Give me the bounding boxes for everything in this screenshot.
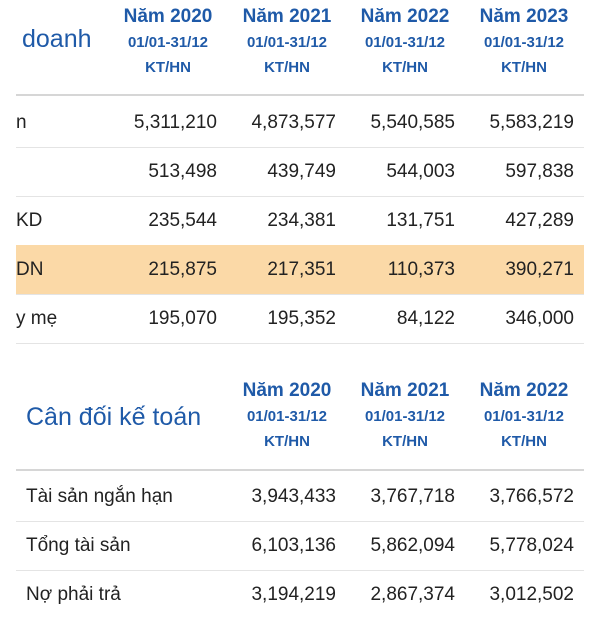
cell-value: 390,271 <box>505 259 574 280</box>
col-period: 01/01-31/12 <box>364 408 446 425</box>
col-period: 01/01-31/12 <box>483 408 565 425</box>
table-row <box>16 472 584 522</box>
col-period: 01/01-31/12 <box>483 34 565 51</box>
cell-value: 131,751 <box>386 210 455 231</box>
col-type: KT/HN <box>501 433 547 450</box>
balance-section-title: Cân đối kế toán <box>26 403 202 431</box>
cell-value: 2,867,374 <box>370 584 455 605</box>
table-row <box>16 147 584 197</box>
col-type: KT/HN <box>145 59 191 76</box>
col-year: Năm 2021 <box>242 6 332 27</box>
col-type: KT/HN <box>264 59 310 76</box>
cell-value: 217,351 <box>267 259 336 280</box>
income-statement-panel <box>16 0 584 344</box>
cell-value: 597,838 <box>505 161 574 182</box>
col-period: 01/01-31/12 <box>246 408 328 425</box>
row-label: DN <box>16 259 44 280</box>
cell-value: 84,122 <box>396 308 455 329</box>
col-year: Năm 2023 <box>479 6 569 27</box>
cell-value: 5,583,219 <box>489 112 574 133</box>
cell-value: 3,943,433 <box>251 486 336 507</box>
cell-value: 5,311,210 <box>133 112 217 133</box>
income-col-header-2020 <box>113 6 223 78</box>
cell-value: 439,749 <box>267 161 336 182</box>
cell-value: 4,873,577 <box>251 112 336 133</box>
cell-value: 6,103,136 <box>251 535 336 556</box>
cell-value: 3,767,718 <box>370 486 455 507</box>
table-row-highlighted <box>16 245 584 295</box>
cell-value: 195,070 <box>148 308 217 329</box>
col-type: KT/HN <box>501 59 547 76</box>
cell-value: 346,000 <box>505 308 574 329</box>
cell-value: 544,003 <box>386 161 455 182</box>
col-type: KT/HN <box>382 433 428 450</box>
cell-value: 3,766,572 <box>489 486 574 507</box>
cell-value: 195,352 <box>267 308 336 329</box>
cell-value: 110,373 <box>387 259 455 280</box>
table-row <box>16 196 584 246</box>
cell-value: 215,875 <box>148 259 217 280</box>
cell-value: 5,778,024 <box>489 535 574 556</box>
cell-value: 513,498 <box>148 161 217 182</box>
col-type: KT/HN <box>382 59 428 76</box>
section-gap <box>0 344 600 366</box>
col-year: Năm 2022 <box>479 380 569 401</box>
balance-header-divider <box>16 469 584 471</box>
col-year: Năm 2022 <box>360 6 450 27</box>
col-year: Năm 2020 <box>242 380 332 401</box>
col-period: 01/01-31/12 <box>364 34 446 51</box>
col-period: 01/01-31/12 <box>127 34 209 51</box>
row-label: Nợ phải trả <box>26 584 121 605</box>
income-col-header-2023 <box>469 6 579 78</box>
table-row <box>16 294 584 344</box>
cell-value: 234,381 <box>267 210 336 231</box>
col-year: Năm 2021 <box>360 380 450 401</box>
balance-sheet-panel <box>16 366 584 605</box>
income-col-header-2021 <box>232 6 342 78</box>
table-row <box>16 98 584 148</box>
income-header-divider <box>16 94 584 96</box>
row-label: Tài sản ngắn hạn <box>26 486 173 507</box>
row-label: n <box>16 112 27 133</box>
income-col-header-2022 <box>350 6 460 78</box>
table-row <box>16 521 584 571</box>
balance-col-header-2022 <box>469 380 579 452</box>
income-section-title: doanh <box>22 25 92 53</box>
cell-value: 427,289 <box>505 210 574 231</box>
cell-value: 3,194,219 <box>251 584 336 605</box>
col-period: 01/01-31/12 <box>246 34 328 51</box>
cell-value: 5,862,094 <box>370 535 455 556</box>
balance-col-header-2021 <box>350 380 460 452</box>
cell-value: 3,012,502 <box>489 584 574 605</box>
cell-value: 5,540,585 <box>370 112 455 133</box>
col-year: Năm 2020 <box>123 6 213 27</box>
col-type: KT/HN <box>264 433 310 450</box>
balance-col-header-2020 <box>232 380 342 452</box>
row-label: KD <box>16 210 43 231</box>
row-label: Tổng tài sản <box>26 535 131 556</box>
cell-value: 235,544 <box>148 210 217 231</box>
table-row <box>16 570 584 619</box>
row-label: y mẹ <box>16 308 58 329</box>
